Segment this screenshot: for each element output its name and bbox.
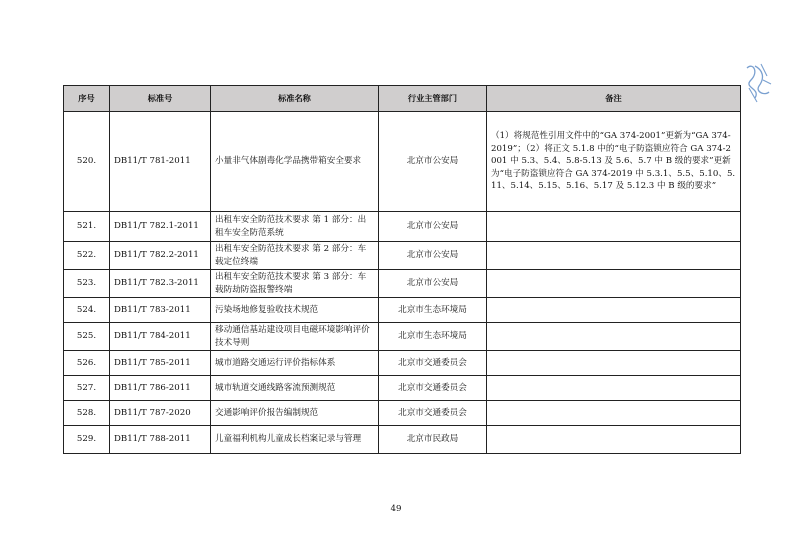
row-code: DB11/T 783-2011 bbox=[110, 298, 211, 323]
row-name: 小量非气体剧毒化学品携带箱安全要求 bbox=[211, 112, 379, 212]
row-name: 出租车安全防范技术要求 第 1 部分：出租车安全防范系统 bbox=[211, 212, 379, 242]
row-name: 城市道路交通运行评价指标体系 bbox=[211, 351, 379, 376]
row-num: 522. bbox=[64, 242, 110, 270]
handwritten-mark-icon bbox=[741, 58, 775, 106]
header-note: 备注 bbox=[487, 86, 741, 112]
row-name: 出租车安全防范技术要求 第 3 部分：车载防劫防盗报警终端 bbox=[211, 270, 379, 298]
row-dept: 北京市生态环境局 bbox=[379, 323, 487, 351]
table-row bbox=[64, 426, 741, 454]
row-name: 移动通信基站建设项目电磁环境影响评价技术导则 bbox=[211, 323, 379, 351]
row-note bbox=[487, 270, 741, 298]
row-dept: 北京市交通委员会 bbox=[379, 376, 487, 401]
row-dept: 北京市生态环境局 bbox=[379, 298, 487, 323]
row-note bbox=[487, 351, 741, 376]
row-note bbox=[487, 376, 741, 401]
header-dept: 行业主管部门 bbox=[379, 86, 487, 112]
table-row bbox=[64, 351, 741, 376]
row-name: 污染场地修复验收技术规范 bbox=[211, 298, 379, 323]
row-code: DB11/T 786-2011 bbox=[110, 376, 211, 401]
header-name: 标准名称 bbox=[211, 86, 379, 112]
row-dept: 北京市民政局 bbox=[379, 426, 487, 454]
row-name: 交通影响评价报告编制规范 bbox=[211, 401, 379, 426]
table-row bbox=[64, 242, 741, 270]
row-dept: 北京市公安局 bbox=[379, 242, 487, 270]
table-row bbox=[64, 401, 741, 426]
row-code: DB11/T 787-2020 bbox=[110, 401, 211, 426]
row-name: 儿童福利机构儿童成长档案记录与管理 bbox=[211, 426, 379, 454]
row-code: DB11/T 784-2011 bbox=[110, 323, 211, 351]
table-row bbox=[64, 112, 741, 212]
row-dept: 北京市公安局 bbox=[379, 212, 487, 242]
table-row bbox=[64, 298, 741, 323]
row-name: 城市轨道交通线路客流预测规范 bbox=[211, 376, 379, 401]
standards-table bbox=[63, 85, 741, 454]
table-row bbox=[64, 270, 741, 298]
row-code: DB11/T 781-2011 bbox=[110, 112, 211, 212]
row-note bbox=[487, 426, 741, 454]
row-code: DB11/T 785-2011 bbox=[110, 351, 211, 376]
row-num: 528. bbox=[64, 401, 110, 426]
row-num: 529. bbox=[64, 426, 110, 454]
row-num: 521. bbox=[64, 212, 110, 242]
row-note bbox=[487, 401, 741, 426]
row-name: 出租车安全防范技术要求 第 2 部分：车载定位终端 bbox=[211, 242, 379, 270]
table-row bbox=[64, 212, 741, 242]
row-dept: 北京市交通委员会 bbox=[379, 401, 487, 426]
table-header-row bbox=[64, 86, 741, 112]
row-num: 523. bbox=[64, 270, 110, 298]
row-num: 520. bbox=[64, 112, 110, 212]
row-code: DB11/T 788-2011 bbox=[110, 426, 211, 454]
header-num: 序号 bbox=[64, 86, 110, 112]
row-num: 527. bbox=[64, 376, 110, 401]
header-code: 标准号 bbox=[110, 86, 211, 112]
row-dept: 北京市交通委员会 bbox=[379, 351, 487, 376]
row-num: 526. bbox=[64, 351, 110, 376]
row-code: DB11/T 782.3-2011 bbox=[110, 270, 211, 298]
row-note bbox=[487, 323, 741, 351]
row-num: 525. bbox=[64, 323, 110, 351]
row-dept: 北京市公安局 bbox=[379, 270, 487, 298]
row-dept: 北京市公安局 bbox=[379, 112, 487, 212]
row-code: DB11/T 782.2-2011 bbox=[110, 242, 211, 270]
table-row bbox=[64, 323, 741, 351]
row-note bbox=[487, 298, 741, 323]
table-row bbox=[64, 376, 741, 401]
row-note bbox=[487, 212, 741, 242]
page-number: 49 bbox=[390, 504, 402, 514]
row-note bbox=[487, 242, 741, 270]
row-num: 524. bbox=[64, 298, 110, 323]
row-code: DB11/T 782.1-2011 bbox=[110, 212, 211, 242]
row-note: （1）将规范性引用文件中的“GA 374-2001”更新为“GA 374-2019”；（2）将正文 5.1.8 中的“电子防盗锁应符合 GA 374-2001 中 5.3、5.4、5.8-5.13 及 5.6、5.7 中 B 级的要求”更新为“电子防盗锁应符合 GA 374-2019 中 5.3.1、5.5、5.10、5.11、5.14、5.15、5.16、5.17 及 5.12.3 中 B 级的要求” bbox=[487, 112, 741, 212]
